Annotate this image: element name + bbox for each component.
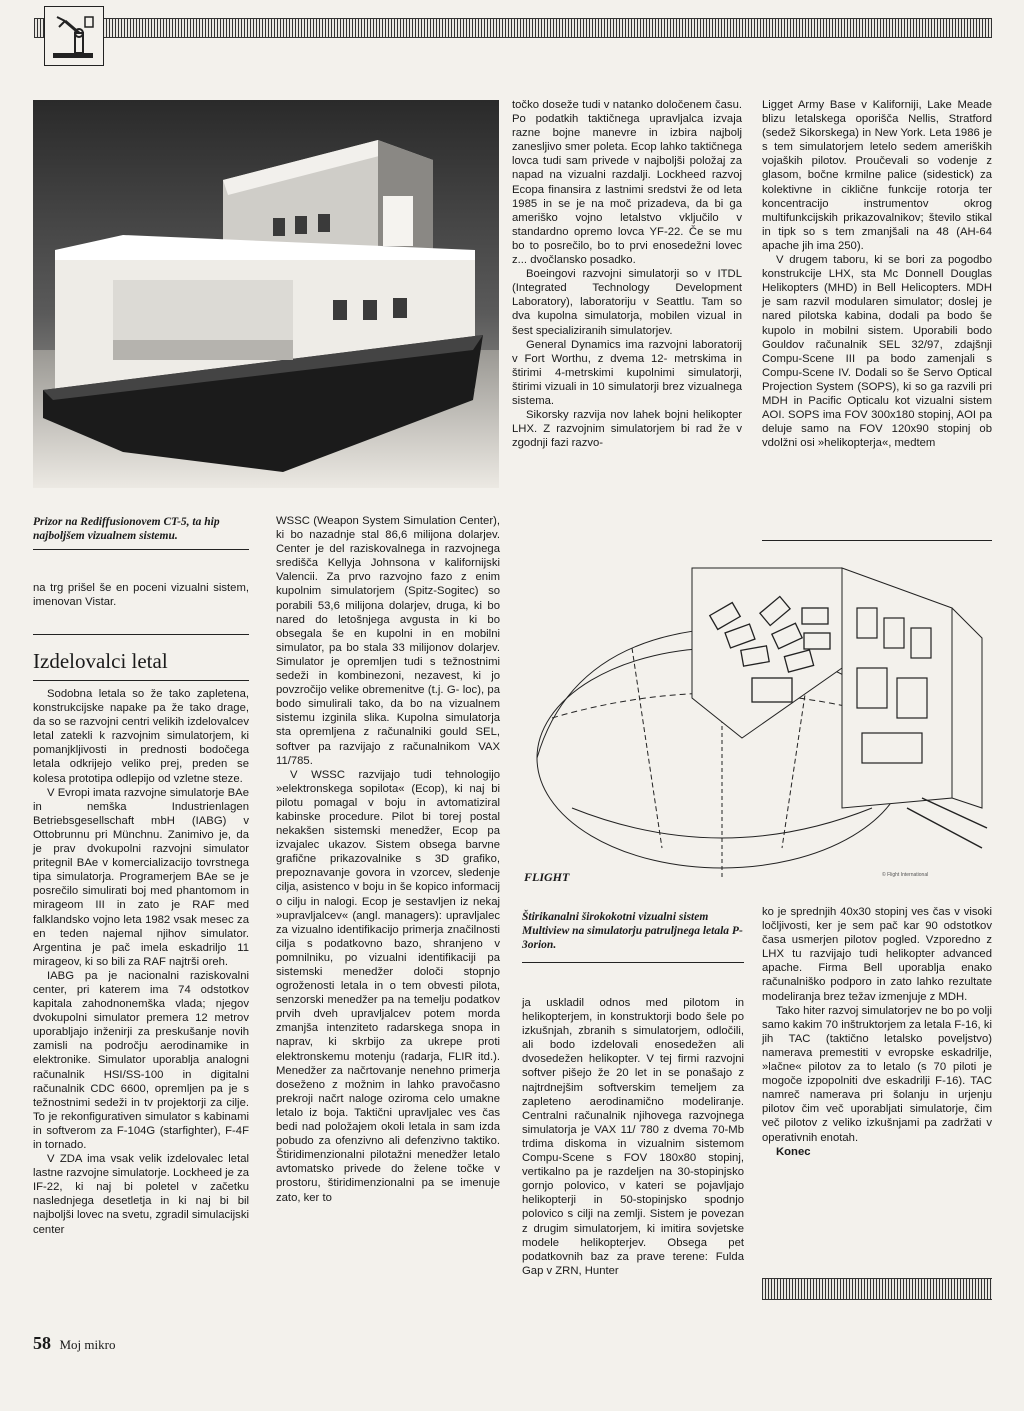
header-logo: [44, 6, 104, 66]
simulator-photo: [33, 100, 499, 488]
paragraph: V drugem taboru, ki se bori za pogodbo konstrukcije LHX, sta Mc Donnell Douglas Helikopters (MHD) in Bell Helicopters. MDH je sam razvil modularen simulator; doslej je nared pilotska kabina, dodali pa bodo še kupolo in mobilni sistem. Uporabili bodo Gouldov računalnik SEL 32/97, zdajšnji Compu-Scene III pa bodo zamenjali s Compu-Scene IV. Dodali so še Servo Optical Projection System (SOPS), ki so ga razvili pri MDH in Pacific Opticalu kot vizualni sistem AOI. SOPS ima FOV 300x180 stopinj, AOI pa deluje samo na FOV 120x90 stopinj ob vdolžni osi »helikopterja«, medtem: [762, 254, 992, 450]
column-1-body: [33, 687, 249, 1237]
column-3: [512, 98, 742, 450]
intro-text: na trg prišel še en poceni vizualni sistem, imenovan Vistar.: [33, 582, 249, 609]
paragraph: ja uskladil odnos med pilotom in helikopterjem, in konstruktorji bodo šele po izkušnjah, zbranih s simulatorjem, odločili, ali bodo izdelovali enosedežen ali dvosedežen helikopter. V tej firmi razvojni softver pišejo že 20 let in se ponašajo z najtrdnejšim softverskim temeljem za zapleteno aerodinamično modeliranje. Centralni računalnik njihovega razvojnega simulatorja je VAX 11/ 780 z dvema 70-Mb trdima diskoma in vizualnim sistemom Compu-Scene s FOV 180x80 stopinj, vertikalno pa je razdeljen na 30-stopinjsko gornjo polovico, v kateri se pojavljajo helikopterji in 50-stopinjsko spodnjo polovico s cilji na zemlji. Sistem je povezan z drugim simulatorjem, ki imitira sovjetske modele helikopterjev. Obsega pet podatkovnih baz za prave terene: Fulda Gap v ZRN, Hunter: [522, 997, 744, 1277]
end-mark: Konec: [776, 1145, 811, 1158]
header-bar: [34, 18, 992, 38]
caption-rule: [33, 549, 249, 550]
column-4-lower: [762, 905, 992, 1159]
page-number: 58: [33, 1333, 51, 1353]
column-2: [276, 514, 500, 1205]
paragraph: Ligget Army Base v Kaliforniji, Lake Meade blizu letalskega oporišča Nellis, Stratford (sedež Sikorskega) in New York. Leta 1986 je s tem simulatorjem letelo sedem ameriških vojaških pilotov. Proučevali so vodenje z glasom, bočne krmilne palice (sidestick) za kolektivne in ciklične funkcije rotorja ter koncentracijo instrumentov okrog multifunkcijskih prikazovalnikov; število stikal in tipk so s tem zmanjšali na 48 (AH-64 apache jih ima 250).: [762, 99, 992, 252]
magazine-name: Moj mikro: [59, 1337, 116, 1352]
paragraph: IABG pa je nacionalni raziskovalni center, pri katerem ima 74 odstotkov kapitala zahodnonemška vlada; njegov dvokupolni simulator premera 12 metrov uporabljajo inženirji za preskušanje novih zamisli na področju aerodinamike in elektronike. Simulator uporablja analogni računalnik HSI/SS-100 in digitalni računalnik CDC 6600, opremljen pa je s težnostnimi sedeži in tv projektorji za cilje. To je rekonfigurativen simulator s kabinami in softverom za F-104G (starfighter), F-4F in tornado.: [33, 969, 249, 1151]
paragraph: V ZDA ima vsak velik izdelovalec letal lastne razvojne simulatorje. Lockheed je za IF-22, ki naj bi poletel v začetku naslednjega desetletja in ki naj bi bil najboljši lovec na svetu, zgradil simulacijski center: [33, 1153, 250, 1236]
section-heading: Izdelovalci letal: [33, 649, 168, 673]
paragraph: V Evropi imata razvojne simulatorje BAe in nemška Industrienlagen Betriebsgesellschaft mbH (IABG) v Ottobrunnu pri Münchnu. Zanimivo je, da je prav dvokupolni razvojni simulator pritegnil BAe v komercializacijo tovrstnega tipa simulatorja. Programerjem BAe se je posrečilo simulirati boj med phantomom in mirageom III in zato je RAF med falklandsko vojno leta 1982 vsak mesec za en teden najemal njihov simulator. Argentina je pač imela eskadriljo 11 mirageov, ki so bili za RAF najtrši oreh.: [33, 786, 249, 968]
section-rule: [33, 634, 249, 635]
paragraph: Sikorsky razvija nov lahek bojni helikopter LHX. Z razvojnim simulatorjem bi rad že v zgodnji fazi razvo-: [512, 409, 742, 450]
column-3-lower: [522, 996, 744, 1278]
small-credit: © Flight International: [882, 872, 929, 878]
column-1: [33, 581, 249, 609]
page-footer: [33, 1333, 115, 1354]
paragraph: Tako hiter razvoj simulatorjev ne bo po volji samo kakim 70 inštruktorjem za letala F-16, ki jih TAC (taktično letalsko poveljstvo) namerava premestiti v evropske eskadrilje, »lačne« pilotov za to letalo (s 70 piloti je mogoče izpopolniti dve eskadrilji F-16). TAC namreč namerava pri šolanju in urjenju pilotov čim več uporabljati simulatorje, čim več pilotov z veliko izkušnjami pa zadržati v operativnih enotah.: [762, 1004, 992, 1144]
paragraph: WSSC (Weapon System Simulation Center), ki bo nazadnje stal 86,6 milijona dolarjev. Center je del raziskovalnega in razvojnega središča Kellyja Johnsona v kalifornijski Valencii. Za prvo razvojno fazo z enim kupolnim simulatorjem (Spitz-Sogitec) so porabili 53,6 milijona dolarjev, druga, ki bo nared do letošnjega avgusta in ki bo obsegala še en kupolni in en mobilni simulator, pa bo stala 33 milijonov dolarjev. Simulator je opremljen tudi s težnostnimi sedeži in kombinezoni, nezavest, ki jo povzročijo velike obremenitve (t.j. G- loc), pa bodo simulirali tako, da bo na vizualnem sistemu izginila slika. Kupolna simulatorja sta opremljena z računalniki gould SEL, softver pa razvijajo z računalnikom VAX 11/785.: [276, 515, 500, 767]
paragraph: General Dynamics ima razvojni laboratorij v Fort Worthu, z dvema 12- metrskima in štirimi 4-metrskimi kupolnimi simulatorji, štirimi vizuali in 10 simulatorji brez vizualnega sistema.: [512, 338, 742, 407]
flight-credit: FLIGHT: [524, 870, 570, 884]
photo1-caption: Prizor na Rediffusionovem CT-5, ta hip najboljšem vizualnem sistemu.: [33, 516, 220, 542]
multiview-drawing: [512, 548, 992, 898]
column-4: [762, 98, 992, 450]
paragraph: ko je sprednjih 40x30 stopinj ves čas v visoki ločljivosti, ker je sem pač kar 90 odstotkov časa usmerjen pilotov pogled. Vzporedno z LHX tu razvijajo tudi helikopter advanced apache. Firma Bell uporablja enako računalniško podporo in zato lahko rezultate modeliranja brez težav izmenjuje z MDH.: [762, 906, 992, 1003]
robot-arm-icon: [45, 7, 103, 65]
paragraph: točko doseže tudi v natanko določenem času. Po podatkih taktičnega upravljalca izvaja razne bojne manevre in izbira najbolj zanesljivo smer poleta. Ecop lahko taktičnega lovca tudi sam privede v najboljši položaj za napad na vizualni razdalji. Lockheed razvoj Ecopa finansira z lastnimi sredstvi že od leta 1985 in se je na moč prizadeva, da bi ga ameriško vojno letalstvo vključilo v standardno opremo lovca YF-22. Če se mu bo to posrečilo, bo to prvi enosedežni lovec z... dvočlansko posadko.: [512, 99, 742, 267]
photo2-caption: Štirikanalni širokokotni vizualni sistem Multiview na simulatorju patruljnega letala P- 3orion.: [522, 911, 743, 951]
paragraph: Boeingovi razvojni simulatorji so v ITDL (Integrated Technology Development Laboratory), laboratoriju v Seattlu. Tam so dva kupolna simulatorja, mobilen vizual in šest specializiranih simulatorjev.: [512, 268, 742, 337]
column-rule: [762, 540, 992, 541]
paragraph: V WSSC razvijajo tudi tehnologijo »elektronskega sopilota« (Ecop), ki naj bi pilotu pomagal v boju in avtomatiziral kabinske procedure. Pilot bi torej postal nekakšen sistemski menedžer, Ecop pa izvajalec ukazov. Sistem obsega barvne grafične prikazovalnike s 3D grafiko, prepoznavanje govora in vzorcev, sledenje cilja, asistenco v boju in še kopico informacij o cilju in nalogi. Ecop je sestavljen iz nekaj »upravljalcev« (angl. managers): upravljalec za vizualno identifikacijo primerja značilnosti cilja s podatkovno bazo, shranjeno v pomnilniku, po vizualni identifikaciji pa sistemski menedžer določi stopnjo ogroženosti letala in o tem obvesti pilota, senzorski menedžer pa na temelju podatkov prvih dveh upravljalcev potem morda zmanjša intenziteto radarskega snopa in naprav, ki skrbijo za ukrepe proti elektronskemu motenju (radarja, FLIR itd.). Menedžer za načrtovanje nenehno primerja doseženo z možnim in lahko pravočasno prekroji načrt naloge oziroma celo umakne letalo iz boja. Taktični upravljalec ves čas bedi nad položajem okoli letala in sam izda pobudo za ofenzivno ali defenzivno taktiko. Štiridimenzionalni pilotažni menedžer letalo avtomatsko privede do želene točke v prostoru, štiridimenzionalni pa se imenuje zato, ker to: [276, 768, 500, 1204]
heading-rule: [33, 680, 249, 681]
caption2-rule: [522, 962, 744, 963]
paragraph: Sodobna letala so že tako zapletena, konstrukcijske napake pa že tako drage, da so se razvojni centri velikih izdelovalcev letal zatekli k razvojnim simulatorjem, ki pomanjkljivosti in prednosti bodočega letala odkrijejo veliko prej, preden se kolesa prototipa odlepijo od vzletne steze.: [33, 688, 249, 785]
footer-bar: [762, 1278, 992, 1300]
